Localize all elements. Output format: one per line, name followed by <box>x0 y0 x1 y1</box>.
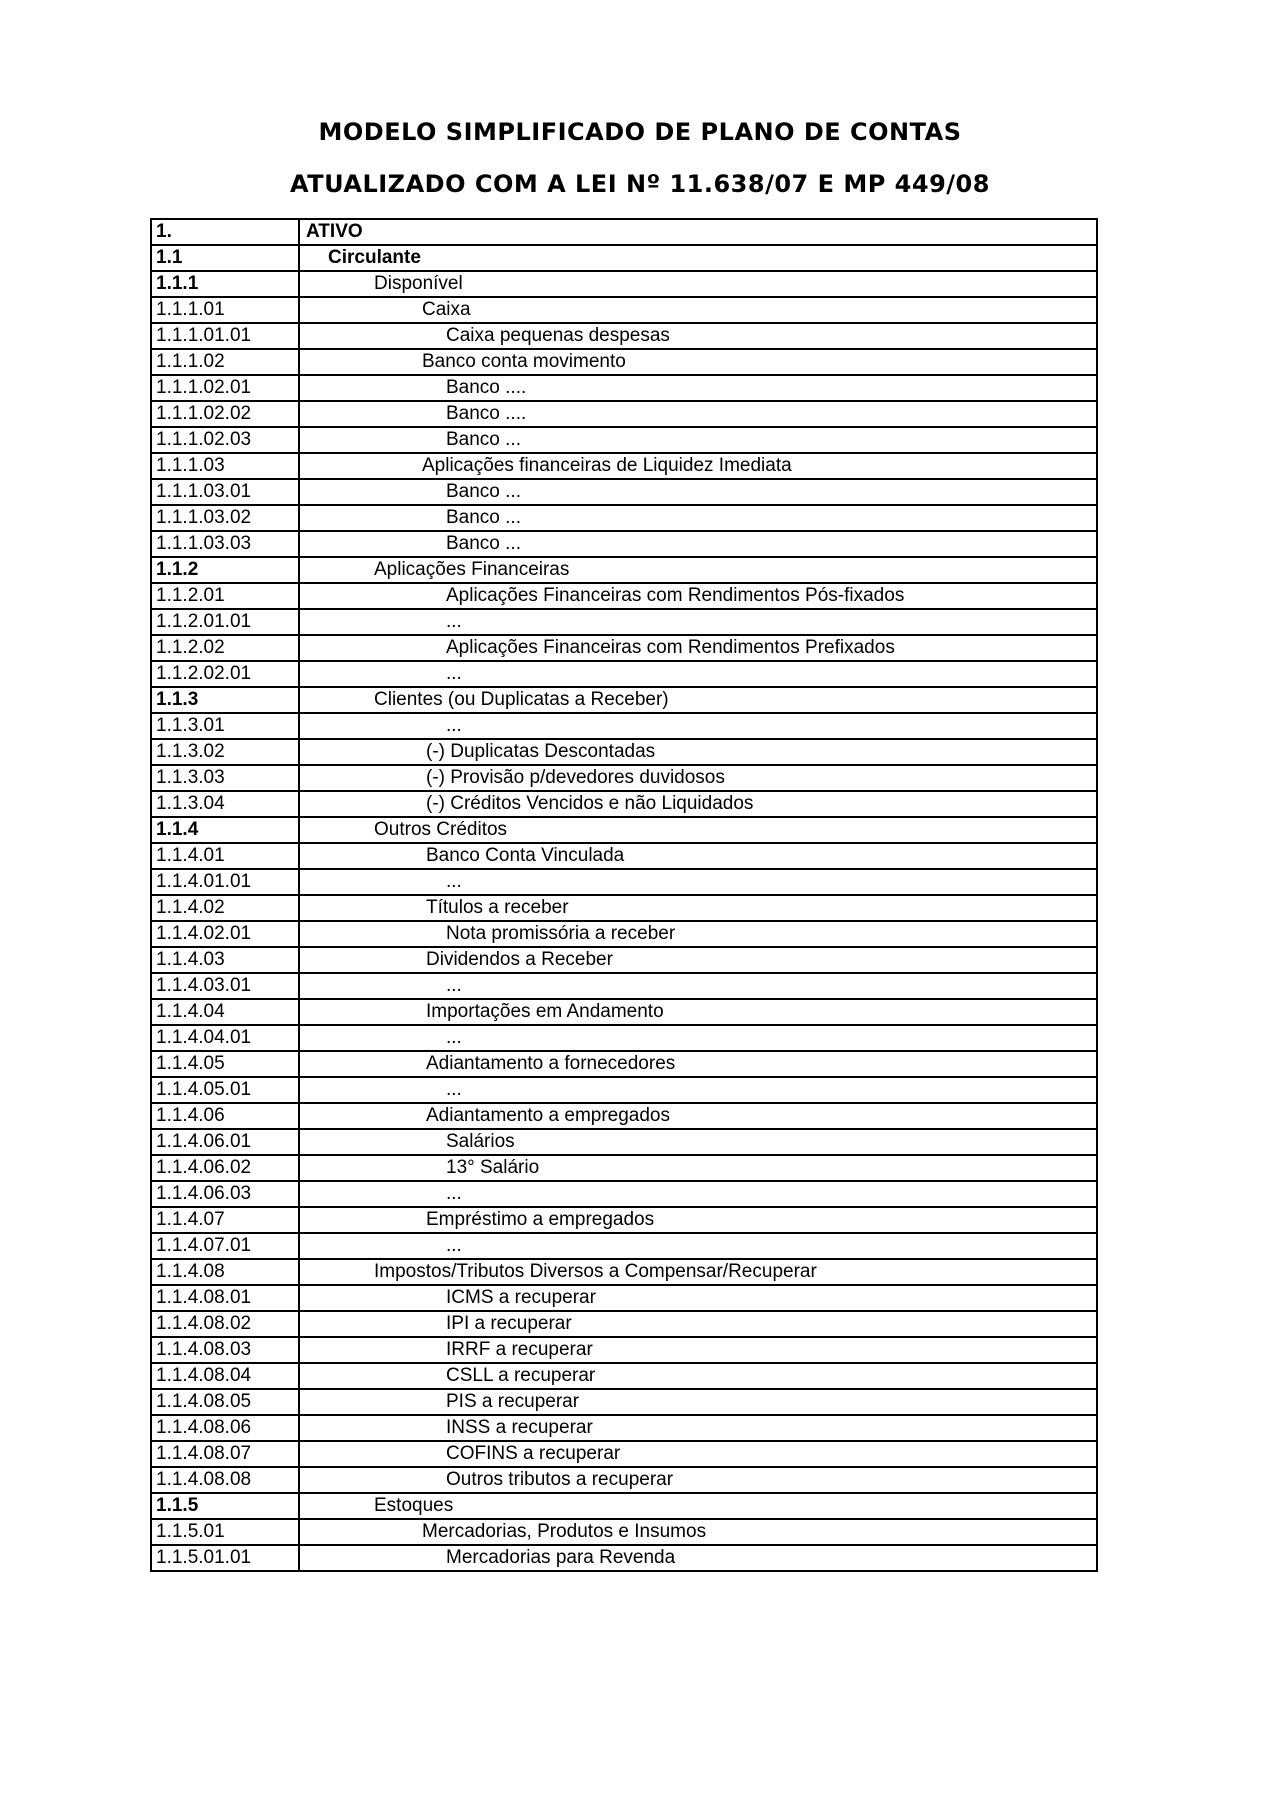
account-code: 1.1.4.06 <box>151 1103 299 1129</box>
table-row <box>151 1285 1097 1311</box>
table-row <box>151 1207 1097 1233</box>
account-description: ... <box>299 1025 1097 1051</box>
table-row <box>151 1103 1097 1129</box>
account-description: Outros tributos a recuperar <box>299 1467 1097 1493</box>
account-description: Aplicações Financeiras com Rendimentos Prefixados <box>299 635 1097 661</box>
account-description: ... <box>299 713 1097 739</box>
account-description: (-) Créditos Vencidos e não Liquidados <box>299 791 1097 817</box>
table-row <box>151 219 1097 245</box>
table-row <box>151 635 1097 661</box>
account-code: 1.1.4.06.03 <box>151 1181 299 1207</box>
table-row <box>151 999 1097 1025</box>
account-code: 1.1.4.01.01 <box>151 869 299 895</box>
account-description: Banco ... <box>299 531 1097 557</box>
account-code: 1.1.3 <box>151 687 299 713</box>
account-description: Disponível <box>299 271 1097 297</box>
account-code: 1.1 <box>151 245 299 271</box>
account-code: 1.1.4.05.01 <box>151 1077 299 1103</box>
table-row <box>151 973 1097 999</box>
account-code: 1.1.1 <box>151 271 299 297</box>
account-description: Banco .... <box>299 375 1097 401</box>
account-description: Adiantamento a empregados <box>299 1103 1097 1129</box>
table-row <box>151 375 1097 401</box>
account-code: 1.1.3.02 <box>151 739 299 765</box>
table-row <box>151 1051 1097 1077</box>
account-description: Banco conta movimento <box>299 349 1097 375</box>
account-code: 1.1.3.01 <box>151 713 299 739</box>
chart-of-accounts-table <box>150 218 1098 1572</box>
account-description: Outros Créditos <box>299 817 1097 843</box>
table-row <box>151 1181 1097 1207</box>
table-row <box>151 1415 1097 1441</box>
account-code: 1.1.4.06.02 <box>151 1155 299 1181</box>
account-code: 1.1.4.02 <box>151 895 299 921</box>
table-row <box>151 557 1097 583</box>
account-code: 1.1.4.08 <box>151 1259 299 1285</box>
table-row <box>151 297 1097 323</box>
table-row <box>151 687 1097 713</box>
account-description: CSLL a recuperar <box>299 1363 1097 1389</box>
account-description: PIS a recuperar <box>299 1389 1097 1415</box>
account-code: 1.1.2.02.01 <box>151 661 299 687</box>
account-description: ... <box>299 869 1097 895</box>
table-row <box>151 609 1097 635</box>
account-code: 1.1.2.01.01 <box>151 609 299 635</box>
account-description: Dividendos a Receber <box>299 947 1097 973</box>
account-code: 1.1.4.08.04 <box>151 1363 299 1389</box>
table-row <box>151 765 1097 791</box>
table-row <box>151 427 1097 453</box>
account-code: 1.1.1.01.01 <box>151 323 299 349</box>
account-description: (-) Duplicatas Descontadas <box>299 739 1097 765</box>
account-description: Banco ... <box>299 427 1097 453</box>
account-description: ... <box>299 1181 1097 1207</box>
account-description: Aplicações financeiras de Liquidez Imediata <box>299 453 1097 479</box>
account-code: 1.1.5.01 <box>151 1519 299 1545</box>
account-description: (-) Provisão p/devedores duvidosos <box>299 765 1097 791</box>
account-code: 1.1.4 <box>151 817 299 843</box>
document-subtitle: ATUALIZADO COM A LEI Nº 11.638/07 E MP 449/08 <box>290 170 990 198</box>
account-description: Títulos a receber <box>299 895 1097 921</box>
account-description: ... <box>299 1233 1097 1259</box>
table-row <box>151 1259 1097 1285</box>
account-description: Mercadorias, Produtos e Insumos <box>299 1519 1097 1545</box>
account-description: Caixa pequenas despesas <box>299 323 1097 349</box>
table-row <box>151 1519 1097 1545</box>
table-row <box>151 791 1097 817</box>
account-code: 1.1.4.02.01 <box>151 921 299 947</box>
table-row <box>151 817 1097 843</box>
account-code: 1.1.2.01 <box>151 583 299 609</box>
account-code: 1.1.1.03.03 <box>151 531 299 557</box>
account-description: Nota promissória a receber <box>299 921 1097 947</box>
account-description: Aplicações Financeiras com Rendimentos Pós-fixados <box>299 583 1097 609</box>
table-row <box>151 1233 1097 1259</box>
account-description: ATIVO <box>299 219 1097 245</box>
account-code: 1.1.2.02 <box>151 635 299 661</box>
account-code: 1.1.4.01 <box>151 843 299 869</box>
account-description: Circulante <box>299 245 1097 271</box>
table-row <box>151 1493 1097 1519</box>
table-row <box>151 583 1097 609</box>
account-code: 1.1.1.02.03 <box>151 427 299 453</box>
account-code: 1.1.4.08.06 <box>151 1415 299 1441</box>
account-description: Banco ... <box>299 505 1097 531</box>
account-code: 1.1.4.08.05 <box>151 1389 299 1415</box>
table-row <box>151 1467 1097 1493</box>
account-code: 1.1.1.02 <box>151 349 299 375</box>
account-description: ... <box>299 661 1097 687</box>
table-row <box>151 1155 1097 1181</box>
account-code: 1.1.4.03 <box>151 947 299 973</box>
table-row <box>151 1077 1097 1103</box>
table-row <box>151 1025 1097 1051</box>
table-row <box>151 1441 1097 1467</box>
table-row <box>151 947 1097 973</box>
account-code: 1.1.4.07.01 <box>151 1233 299 1259</box>
account-description: Impostos/Tributos Diversos a Compensar/Recuperar <box>299 1259 1097 1285</box>
table-row <box>151 479 1097 505</box>
account-description: Empréstimo a empregados <box>299 1207 1097 1233</box>
account-description: Banco .... <box>299 401 1097 427</box>
account-description: Clientes (ou Duplicatas a Receber) <box>299 687 1097 713</box>
account-description: Importações em Andamento <box>299 999 1097 1025</box>
account-code: 1.1.4.08.07 <box>151 1441 299 1467</box>
document-title: MODELO SIMPLIFICADO DE PLANO DE CONTAS <box>318 118 962 146</box>
table-row <box>151 895 1097 921</box>
account-description: Mercadorias para Revenda <box>299 1545 1097 1571</box>
table-row <box>151 505 1097 531</box>
account-description: ... <box>299 609 1097 635</box>
account-code: 1.1.1.01 <box>151 297 299 323</box>
account-code: 1.1.1.03.02 <box>151 505 299 531</box>
account-description: Caixa <box>299 297 1097 323</box>
table-row <box>151 271 1097 297</box>
account-code: 1.1.4.07 <box>151 1207 299 1233</box>
account-description: ICMS a recuperar <box>299 1285 1097 1311</box>
account-code: 1.1.1.02.02 <box>151 401 299 427</box>
table-row <box>151 1129 1097 1155</box>
account-code: 1.1.4.08.08 <box>151 1467 299 1493</box>
account-code: 1.1.1.02.01 <box>151 375 299 401</box>
account-description: IPI a recuperar <box>299 1311 1097 1337</box>
account-description: Banco Conta Vinculada <box>299 843 1097 869</box>
table-row <box>151 323 1097 349</box>
table-row <box>151 843 1097 869</box>
table-row <box>151 401 1097 427</box>
account-description: ... <box>299 973 1097 999</box>
table-row <box>151 1545 1097 1571</box>
table-row <box>151 1363 1097 1389</box>
account-description: COFINS a recuperar <box>299 1441 1097 1467</box>
account-code: 1.1.1.03 <box>151 453 299 479</box>
account-code: 1.1.4.05 <box>151 1051 299 1077</box>
account-description: Banco ... <box>299 479 1097 505</box>
account-description: Adiantamento a fornecedores <box>299 1051 1097 1077</box>
account-code: 1.1.2 <box>151 557 299 583</box>
table-row <box>151 921 1097 947</box>
table-row <box>151 739 1097 765</box>
account-code: 1.1.4.08.03 <box>151 1337 299 1363</box>
table-row <box>151 453 1097 479</box>
account-code: 1.1.4.08.02 <box>151 1311 299 1337</box>
table-row <box>151 245 1097 271</box>
account-code: 1.1.1.03.01 <box>151 479 299 505</box>
table-row <box>151 1389 1097 1415</box>
account-code: 1.1.3.03 <box>151 765 299 791</box>
account-code: 1.1.3.04 <box>151 791 299 817</box>
account-code: 1.1.5.01.01 <box>151 1545 299 1571</box>
account-code: 1. <box>151 219 299 245</box>
table-row <box>151 661 1097 687</box>
account-description: IRRF a recuperar <box>299 1337 1097 1363</box>
account-description: INSS a recuperar <box>299 1415 1097 1441</box>
table-row <box>151 1311 1097 1337</box>
table-row <box>151 1337 1097 1363</box>
account-description: Aplicações Financeiras <box>299 557 1097 583</box>
account-description: Salários <box>299 1129 1097 1155</box>
account-code: 1.1.4.08.01 <box>151 1285 299 1311</box>
account-description: 13° Salário <box>299 1155 1097 1181</box>
account-description: ... <box>299 1077 1097 1103</box>
account-code: 1.1.4.06.01 <box>151 1129 299 1155</box>
table-row <box>151 713 1097 739</box>
account-code: 1.1.5 <box>151 1493 299 1519</box>
account-description: Estoques <box>299 1493 1097 1519</box>
table-row <box>151 531 1097 557</box>
table-row <box>151 349 1097 375</box>
table-row <box>151 869 1097 895</box>
account-code: 1.1.4.04.01 <box>151 1025 299 1051</box>
account-code: 1.1.4.04 <box>151 999 299 1025</box>
account-code: 1.1.4.03.01 <box>151 973 299 999</box>
